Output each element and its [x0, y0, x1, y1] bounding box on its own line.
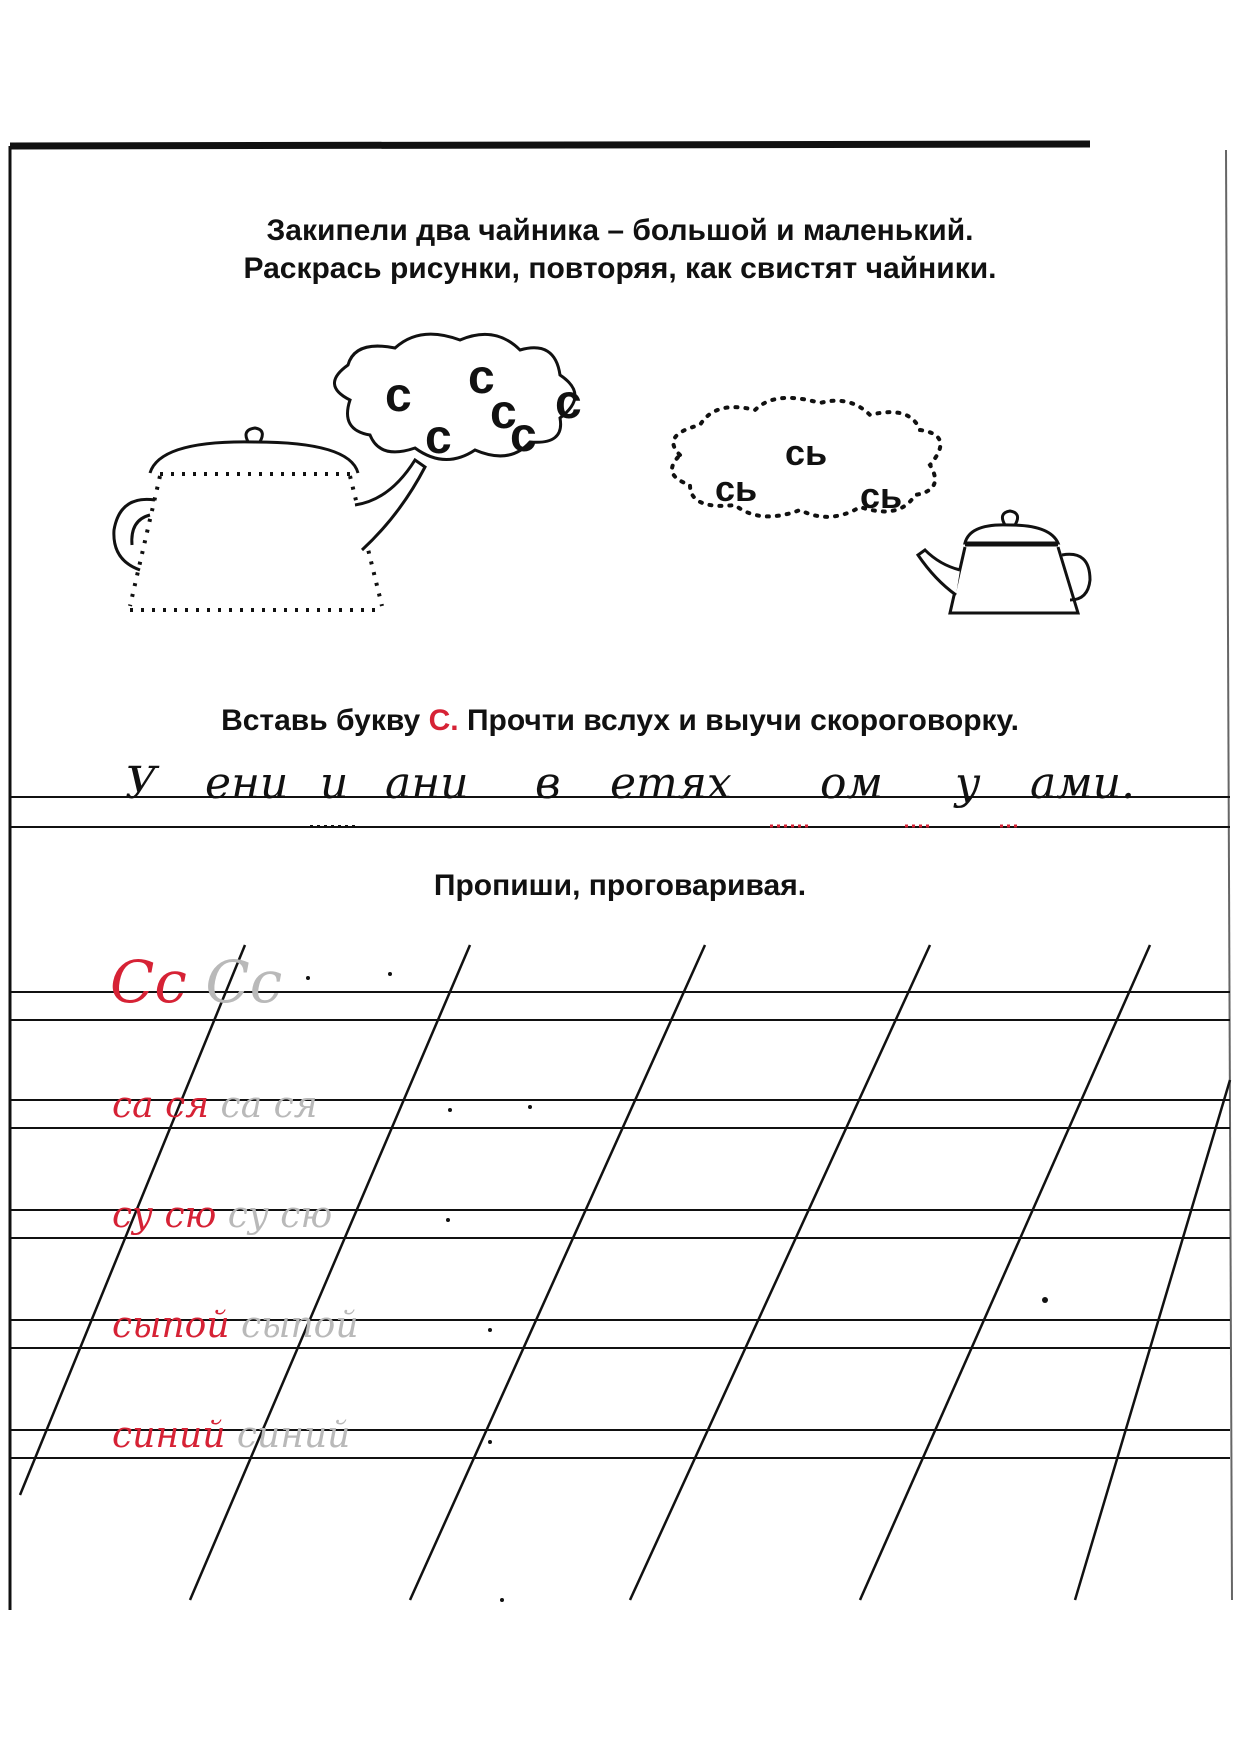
copy-row-5-model: синий	[112, 1415, 226, 1456]
sound-sh-2: сь	[785, 432, 828, 473]
instruction-3-before: Вставь букву	[221, 704, 421, 737]
instruction-3-letter: С.	[428, 704, 459, 737]
sound-s-6: с	[490, 386, 517, 439]
instruction-3-after: Прочти вслух и выучи скороговорку.	[466, 704, 1019, 737]
copy-row-4	[112, 1305, 359, 1346]
sound-s-5: с	[510, 409, 537, 462]
copy-row-1	[110, 948, 282, 1016]
copy-row-5	[112, 1415, 350, 1456]
tt-word-7: ом	[820, 758, 883, 809]
tt-word-5: в	[535, 758, 561, 809]
copy-row-3	[112, 1195, 332, 1236]
instruction-4: Пропиши, проговаривая.	[433, 869, 807, 902]
instruction-2: Раскрась рисунки, повторяя, как свистят чайники.	[243, 252, 997, 285]
copy-row-1-model: Сс	[110, 948, 187, 1016]
sound-s-3: с	[555, 376, 582, 429]
sound-sh-3: сь	[860, 475, 903, 516]
sound-s-2: с	[468, 351, 495, 404]
copy-row-4-model: сыпой	[112, 1305, 230, 1346]
copy-row-2	[112, 1085, 318, 1126]
tt-word-6: етях	[610, 758, 732, 809]
copy-row-5-trace: синий	[236, 1415, 351, 1456]
copy-row-4-trace: сыпой	[240, 1305, 359, 1346]
tt-word-2: ени	[205, 758, 289, 809]
copy-row-3-trace: су сю	[227, 1195, 333, 1236]
sound-sh-1: сь	[715, 468, 758, 509]
copy-row-3-model: су сю	[112, 1195, 217, 1236]
copy-row-2-trace: са ся	[220, 1085, 318, 1126]
tt-word-4: ани	[385, 758, 469, 809]
tt-word-1: У	[125, 758, 157, 809]
copy-row-1-trace: Сс	[205, 948, 283, 1016]
sound-s-4: с	[425, 411, 452, 464]
sound-s-1: с	[385, 369, 412, 422]
copy-row-2-model: са ся	[112, 1085, 210, 1126]
tt-word-3: и	[320, 758, 349, 809]
instruction-1: Закипели два чайника – большой и маленький.	[266, 214, 974, 247]
tt-word-8: у	[955, 758, 981, 809]
tt-word-9: ами.	[1030, 758, 1136, 809]
